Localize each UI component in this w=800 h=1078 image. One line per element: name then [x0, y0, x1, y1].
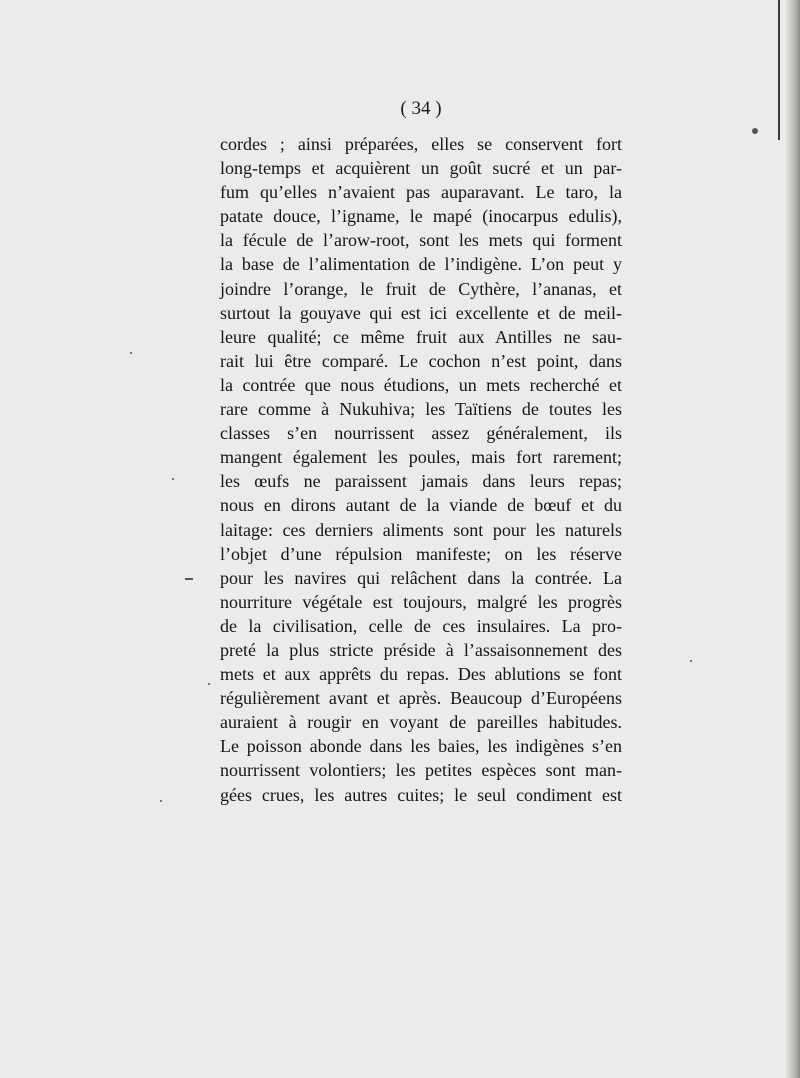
text-line: joindre l’orange, le fruit de Cythère, l’ananas, et [220, 278, 622, 299]
text-line: auraient à rougir en voyant de pareilles habitudes. [220, 712, 622, 733]
text-line: cordes ; ainsi préparées, elles se conservent fort [220, 134, 622, 154]
text-line: pour les navires qui relâchent dans la contrée. La [220, 567, 622, 588]
paper-speck [160, 800, 162, 802]
text-line: rait lui être comparé. Le cochon n’est point, dans [220, 350, 622, 371]
text-line: nous en dirons autant de la viande de bœuf et du [220, 495, 622, 516]
text-line: preté la plus stricte préside à l’assaisonnement des [220, 639, 622, 660]
text-line: patate douce, l’igname, le mapé (inocarpus edulis), [220, 206, 622, 227]
text-line: régulièrement avant et après. Beaucoup d’Européens [220, 688, 622, 709]
text-line: fum qu’elles n’avaient pas auparavant. Le taro, la [220, 182, 622, 203]
text-line: nourriture végétale est toujours, malgré les progrès [220, 591, 622, 612]
text-line: rare comme à Nukuhiva; les Taïtiens de toutes les [220, 399, 622, 420]
page-number: ( 34 ) [400, 98, 442, 119]
text-line: mangent également les poules, mais fort rarement; [220, 447, 622, 468]
text-line: long-temps et acquièrent un goût sucré et un par- [220, 158, 622, 179]
text-line: la contrée que nous étudions, un mets recherché et [220, 374, 622, 395]
text-line: surtout la gouyave qui est ici excellente et de meil- [220, 302, 622, 323]
text-line: leure qualité; ce même fruit aux Antilles ne sau- [220, 326, 622, 347]
text-line: gées crues, les autres cuites; le seul condiment est [220, 784, 622, 805]
paper-speck [208, 683, 210, 685]
paper-speck [752, 128, 758, 134]
text-line: de la civilisation, celle de ces insulaires. La pro- [220, 615, 622, 636]
text-line: nourrissent volontiers; les petites espèces sont man- [220, 760, 622, 781]
text-line: laitage: ces derniers aliments sont pour les naturels [220, 519, 622, 540]
text-line: la base de l’alimentation de l’indigène. L’on peut y [220, 254, 622, 275]
body-text [220, 132, 622, 807]
text-line: Le poisson abonde dans les baies, les indigènes s’en [220, 736, 622, 757]
page-edge-shadow [786, 0, 800, 1078]
paper-speck [130, 352, 132, 354]
text-line: la fécule de l’arow-root, sont les mets qui forment [220, 230, 622, 251]
text-line: classes s’en nourrissent assez généralement, ils [220, 423, 622, 444]
paper-speck [690, 660, 692, 662]
paper-speck [172, 478, 174, 480]
text-line: mets et aux apprêts du repas. Des ablutions se font [220, 664, 622, 685]
text-line: l’objet d’une répulsion manifeste; on les réserve [220, 543, 622, 564]
text-line: les œufs ne paraissent jamais dans leurs repas; [220, 471, 622, 492]
paper-speck [185, 578, 193, 580]
binding-line [778, 0, 780, 140]
